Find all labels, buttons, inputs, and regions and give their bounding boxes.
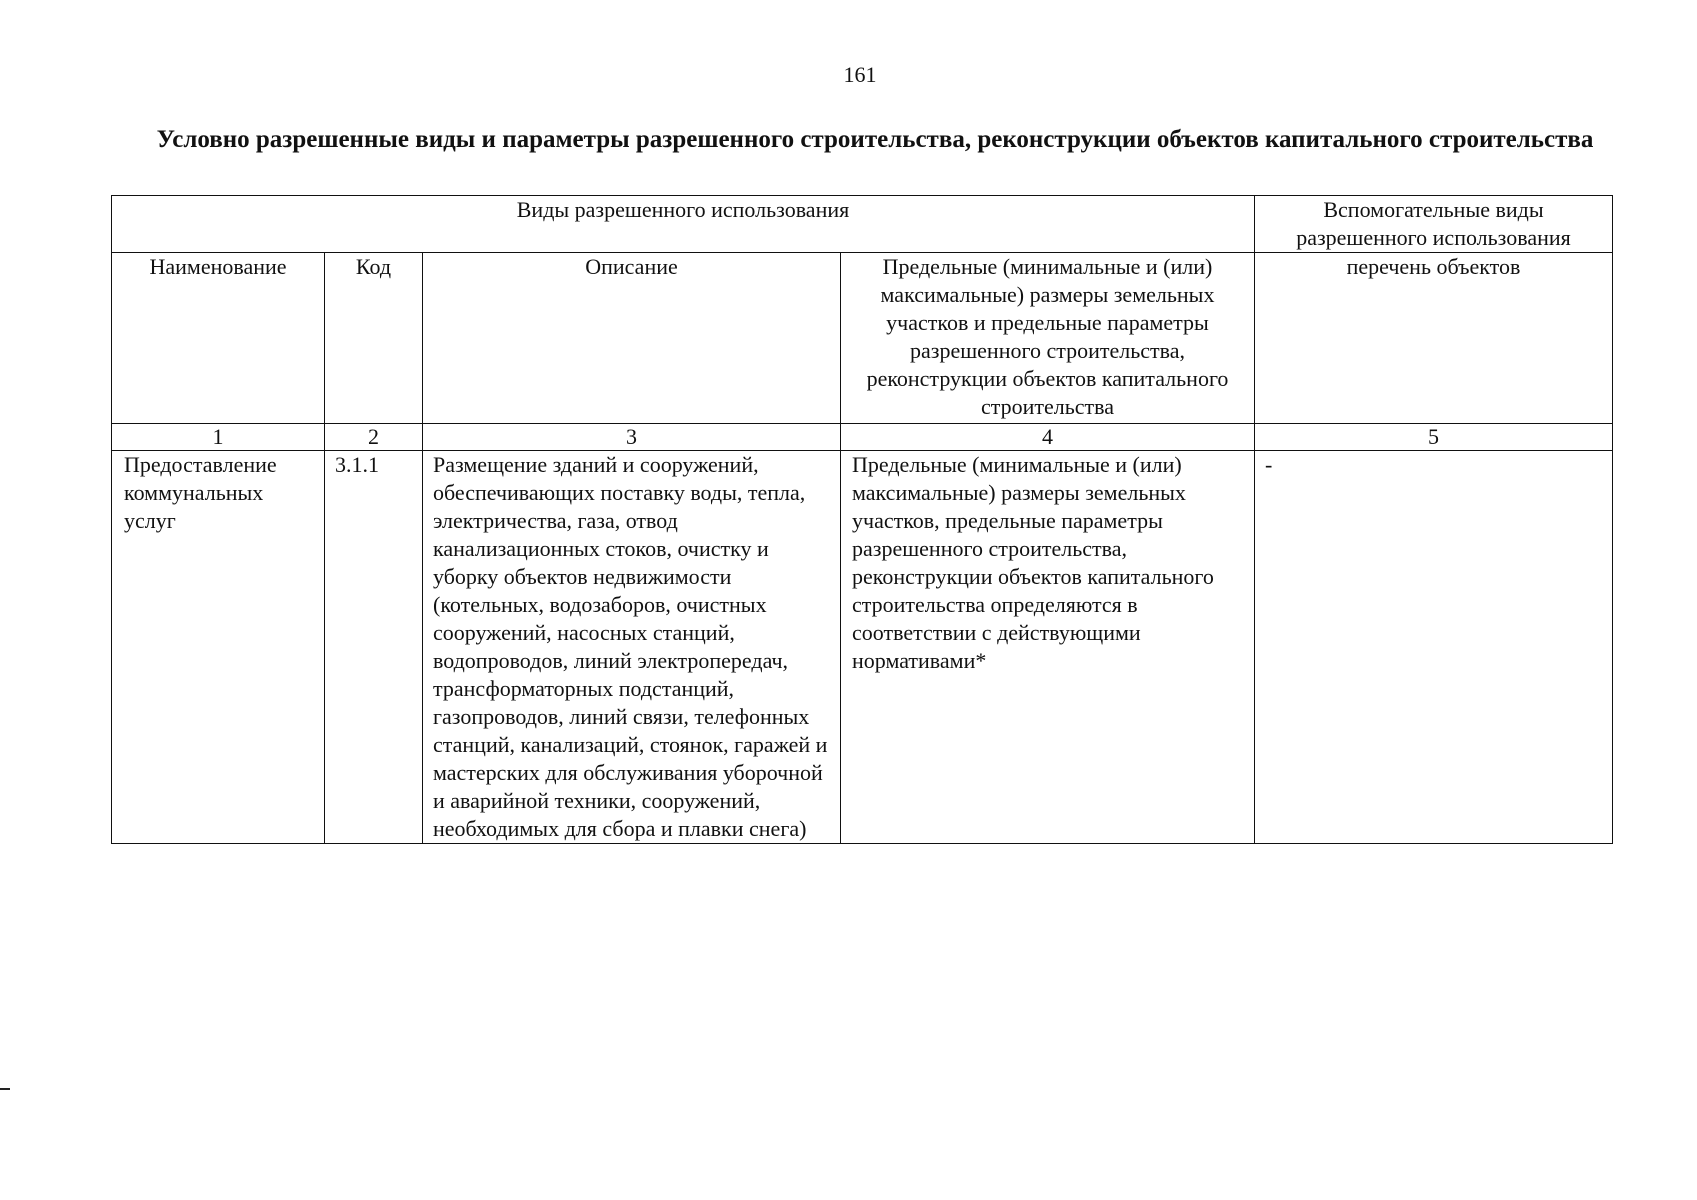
header-name: Наименование (112, 253, 325, 424)
column-number: 4 (841, 424, 1255, 451)
cell-name: Предоставление коммунальных услуг (112, 451, 325, 844)
cell-limits: Предельные (минимальные и (или) максимальные) размеры земельных участков, предельные параметры разрешенного строительства, реконструкции объектов капитального строительства определяются в соответствии с действующими нормативами* (841, 451, 1255, 844)
cell-description: Размещение зданий и сооружений, обеспечивающих поставку воды, тепла, электричества, газа, отвод канализационных стоков, очистку и уборку объектов недвижимости (котельных, водозаборов, очистных сооружений, насосных станций, водопроводов, линий электропередач, трансформаторных подстанций, газопроводов, линий связи, телефонных станций, канализаций, стоянок, гаражей и мастерских для обслуживания уборочной и аварийной техники, сооружений, необходимых для сбора и плавки снега) (423, 451, 841, 844)
cell-code: 3.1.1 (325, 451, 423, 844)
column-number: 2 (325, 424, 423, 451)
column-number: 1 (112, 424, 325, 451)
header-objects: перечень объектов (1255, 253, 1613, 424)
column-number: 5 (1255, 424, 1613, 451)
header-description: Описание (423, 253, 841, 424)
column-number-row (112, 424, 1613, 451)
header-permitted-use: Виды разрешенного использования (112, 196, 1255, 253)
margin-mark (0, 1088, 10, 1090)
permitted-use-table (111, 195, 1613, 844)
header-code: Код (325, 253, 423, 424)
column-number: 3 (423, 424, 841, 451)
header-auxiliary-use: Вспомогательные виды разрешенного использования (1255, 196, 1613, 253)
page-number: 161 (843, 62, 877, 87)
table-column-header-row (112, 253, 1613, 424)
cell-objects: - (1255, 451, 1613, 844)
header-limits: Предельные (минимальные и (или) максимальные) размеры земельных участков и предельные параметры разрешенного строительства, реконструкции объектов капитального строительства (841, 253, 1255, 424)
table-row (112, 451, 1613, 844)
table-group-header-row (112, 196, 1613, 253)
page-title: Условно разрешенные виды и параметры разрешенного строительства, реконструкции объектов капитального строительства (156, 126, 1594, 153)
